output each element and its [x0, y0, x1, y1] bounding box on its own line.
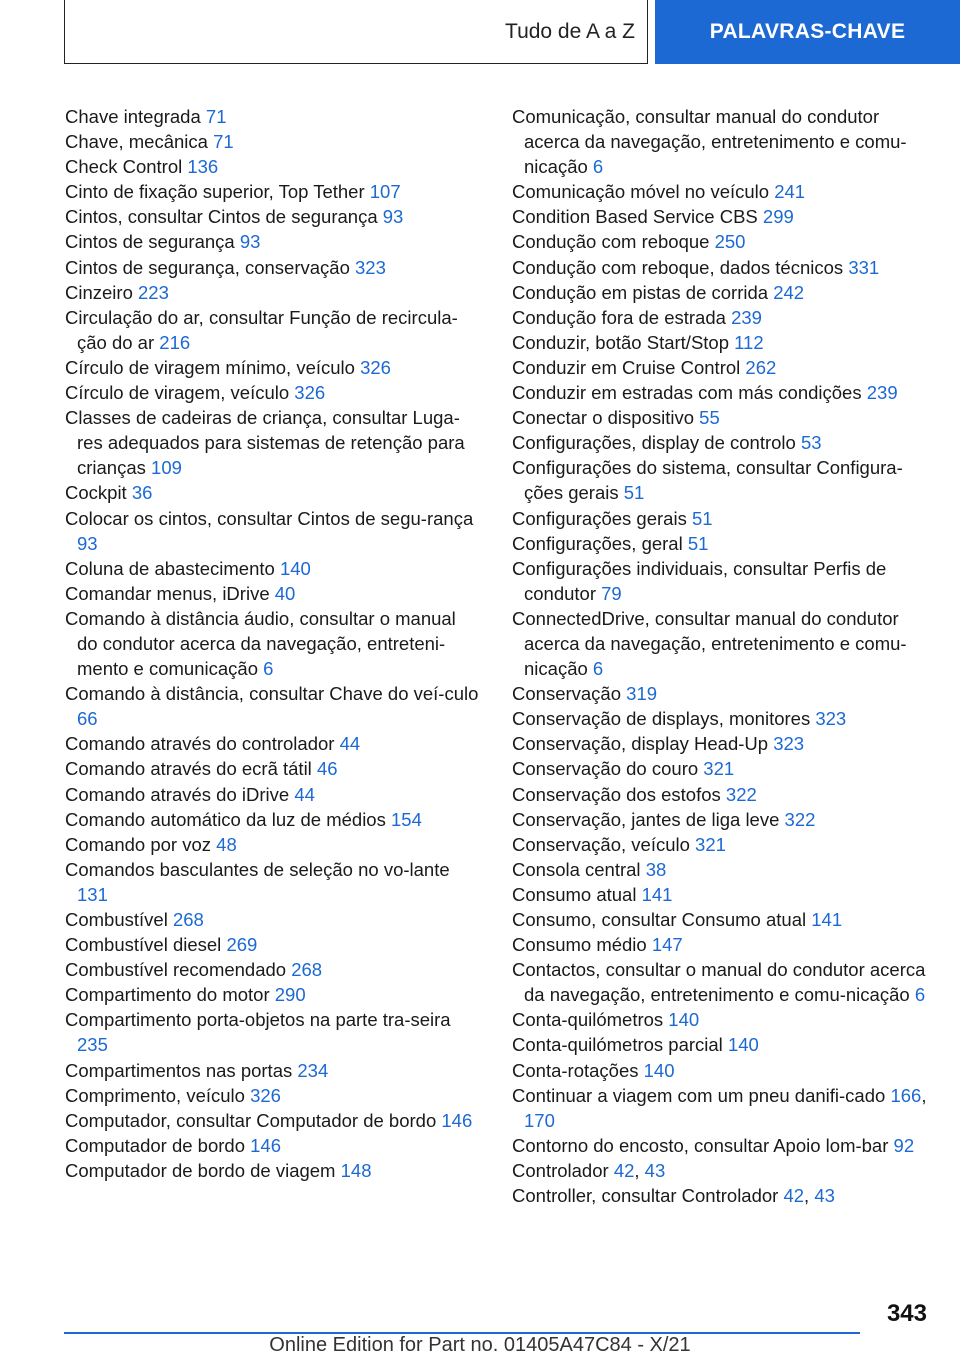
index-entry-text: Contorno do encosto, consultar Apoio lom‐bar: [512, 1134, 889, 1156]
page-reference-link[interactable]: 141: [641, 883, 673, 905]
footer-edition: Online Edition for Part no. 01405A47C84 - X/21: [269, 1334, 691, 1356]
index-entry: [65, 129, 480, 154]
page-reference-link[interactable]: 235: [77, 1034, 108, 1056]
index-entry-text: Comprimento, veículo: [65, 1084, 245, 1106]
page-reference-link[interactable]: 55: [699, 407, 720, 429]
index-entry: [512, 1058, 927, 1083]
index-entry: [512, 330, 927, 355]
page-reference-link[interactable]: 79: [601, 582, 622, 604]
page-reference-link[interactable]: 6: [592, 156, 604, 178]
index-entry: [65, 782, 480, 807]
index-entry: [65, 154, 480, 179]
index-entry-text: Cinzeiro: [65, 281, 133, 303]
page-reference-link[interactable]: 223: [138, 281, 169, 303]
page-reference-link[interactable]: 326: [360, 356, 391, 378]
page-reference-link[interactable]: 36: [131, 482, 153, 504]
page-reference-link[interactable]: 38: [645, 858, 667, 880]
page-reference-link[interactable]: 43: [644, 1159, 666, 1181]
index-entry: [65, 480, 480, 505]
page-reference-link[interactable]: 146: [250, 1134, 281, 1156]
page-reference-link[interactable]: 322: [784, 808, 816, 830]
index-entry: [512, 556, 927, 606]
index-entry: [512, 706, 927, 731]
index-entry-text: Condução fora de estrada: [512, 306, 726, 328]
page-reference-link[interactable]: 131: [77, 883, 108, 905]
index-entry-text: Conservação de displays, monitores: [512, 708, 811, 730]
index-entry-text: Comando através do iDrive: [65, 783, 290, 805]
page-reference-link[interactable]: 71: [213, 131, 234, 153]
page-reference-link[interactable]: 6: [914, 984, 926, 1006]
page-reference-link[interactable]: 331: [848, 256, 880, 278]
index-entry-text: Computador de bordo: [65, 1134, 245, 1156]
keywords-tab: [655, 0, 960, 64]
index-entry-text: Configurações do sistema, consultar Configura‐ções gerais: [512, 457, 903, 504]
index-entry: [65, 982, 480, 1007]
index-entry: [65, 255, 480, 280]
index-entry: [512, 455, 927, 505]
index-entry-text: Configurações gerais: [512, 507, 687, 529]
index-entry: [512, 506, 927, 531]
index-entry-text: Conservação: [512, 683, 622, 705]
page-reference-link[interactable]: 326: [294, 382, 326, 404]
index-entry: [512, 380, 927, 405]
index-entry-text: Círculo de viragem mínimo, veículo: [65, 356, 355, 378]
index-entry-text: Consumo atual: [512, 883, 637, 905]
index-entry: [512, 807, 927, 832]
index-entry-text: Conservação, display Head-Up: [512, 733, 769, 755]
index-entry: [65, 380, 480, 405]
index-entry-text: Controller, consultar Controlador: [512, 1185, 779, 1207]
page-reference-link[interactable]: 154: [391, 808, 422, 830]
index-entry-text: Consumo, consultar Consumo atual: [512, 909, 807, 930]
index-entry: Continuar a viagem com um pneu danifi‐cado 166, 170: [512, 1084, 927, 1131]
page-reference-link[interactable]: 44: [339, 733, 361, 755]
index-entry-text: Controlador: [512, 1159, 609, 1181]
page-reference-link[interactable]: 148: [340, 1159, 372, 1181]
index-entry: [512, 255, 927, 280]
index-entry: [65, 907, 480, 932]
index-entry-text: Configurações, display de controlo: [512, 432, 796, 454]
index-entry: [65, 807, 480, 832]
page-reference-link[interactable]: 93: [239, 231, 261, 253]
index-entry-text: Combustível: [65, 909, 168, 930]
index-entry-text: Compartimento do motor: [65, 984, 270, 1006]
index-column-left: [65, 104, 480, 1183]
page-reference-link[interactable]: 242: [773, 281, 805, 303]
index-entry: [512, 756, 927, 781]
index-entry-text: Condition Based Service CBS: [512, 206, 758, 228]
index-entry-text: Cintos de segurança, conservação: [65, 256, 350, 278]
index-entry: [512, 907, 927, 932]
index-entry-text: Combustível diesel: [65, 934, 222, 956]
page-reference-link[interactable]: 290: [274, 984, 306, 1006]
index-entry-text: Comando à distância áudio, consultar o manual do condutor acerca da navegação, entreteni‐mento e comunicação: [65, 607, 456, 680]
page-reference-link[interactable]: 93: [382, 206, 404, 228]
index-entry-text: Condução com reboque, dados técnicos: [512, 256, 844, 278]
index-entry: [512, 857, 927, 882]
index-entry: [65, 857, 480, 907]
index-entry-text: Comando por voz: [65, 833, 212, 855]
page-reference-link[interactable]: 170: [524, 1109, 555, 1131]
page-reference-link[interactable]: 51: [691, 507, 713, 529]
page-reference-link[interactable]: 6: [592, 658, 604, 680]
page-reference-link[interactable]: 321: [703, 758, 735, 780]
page-reference-link[interactable]: 216: [159, 331, 191, 353]
page-reference-link[interactable]: 326: [250, 1084, 281, 1106]
index-entry-text: Cockpit: [65, 482, 127, 504]
section-title-text: Tudo de A a Z: [505, 19, 635, 43]
index-entry-text: Conservação do couro: [512, 758, 699, 780]
index-column-right: [512, 104, 927, 1208]
index-entry: Controller, consultar Controlador 42, 43: [512, 1185, 835, 1207]
index-entry: Controlador 42, 43: [512, 1159, 666, 1181]
page-reference-link[interactable]: 140: [279, 557, 311, 579]
index-entry: [512, 179, 927, 204]
page-reference-link[interactable]: 323: [355, 256, 386, 278]
index-entry: [512, 782, 927, 807]
index-entry-text: Conta-rotações: [512, 1059, 639, 1081]
index-entry-text: Conduzir, botão Start/Stop: [512, 331, 729, 353]
index-entry: [512, 305, 927, 330]
index-entry: [512, 531, 927, 556]
page-reference-link[interactable]: 140: [668, 1009, 700, 1031]
page-reference-link[interactable]: 268: [172, 909, 204, 930]
index-entry-text: Comando automático da luz de médios: [65, 808, 386, 830]
page-reference-link[interactable]: 43: [814, 1185, 835, 1207]
index-entry-text: Compartimentos nas portas: [65, 1059, 293, 1081]
index-entry-text: Configurações, geral: [512, 532, 683, 554]
index-entry-text: Consola central: [512, 858, 641, 880]
index-entry: [512, 280, 927, 305]
page-reference-link[interactable]: 262: [745, 356, 777, 378]
page-reference-link[interactable]: 51: [687, 532, 709, 554]
index-entry-text: Conservação dos estofos: [512, 783, 721, 805]
index-entry: [512, 355, 927, 380]
index-entry-text: Círculo de viragem, veículo: [65, 382, 290, 404]
index-entry-text: Conservação, jantes de liga leve: [512, 808, 780, 830]
index-entry: [65, 204, 480, 229]
index-entry-text: Computador, consultar Computador de bordo: [65, 1109, 437, 1131]
index-entry-text: Compartimento porta-objetos na parte tra‐seira: [65, 1009, 451, 1031]
index-entry: [512, 606, 927, 681]
index-entry: [65, 832, 480, 857]
page-reference-link[interactable]: 42: [783, 1185, 805, 1207]
index-entry: [65, 1133, 480, 1158]
page-reference-link[interactable]: 107: [369, 181, 401, 203]
index-entry-text: Combustível recomendado: [65, 959, 287, 981]
page-reference-link[interactable]: 6: [263, 658, 274, 680]
page-reference-link[interactable]: 53: [800, 432, 822, 454]
index-entry: [512, 1007, 927, 1032]
index-entry: [65, 681, 480, 731]
keywords-tab-label: PALAVRAS-CHAVE: [709, 20, 906, 43]
index-entry: [512, 932, 927, 957]
index-entry: [512, 204, 927, 229]
page-reference-link[interactable]: 51: [623, 482, 645, 504]
index-entry: [65, 556, 480, 581]
index-entry-text: Contactos, consultar o manual do condutor acerca da navegação, entretenimento e comu‐nicação: [512, 959, 926, 1006]
index-entry-text: Conectar o dispositivo: [512, 407, 695, 429]
index-entry: [65, 1158, 480, 1183]
page-reference-link[interactable]: 299: [762, 206, 794, 228]
section-title: [64, 0, 648, 64]
index-entry-text: Comando através do controlador: [65, 733, 335, 755]
index-entry-text: Circulação do ar, consultar Função de recircula‐ção do ar: [65, 306, 458, 353]
page-reference-link[interactable]: 93: [77, 532, 98, 554]
index-entry-text: Comunicação, consultar manual do condutor acerca da navegação, entretenimento e comu‐nicação: [512, 106, 907, 178]
index-entry-text: Consumo médio: [512, 934, 647, 956]
page-reference-link[interactable]: 141: [811, 909, 843, 930]
page-reference-link[interactable]: 140: [643, 1059, 675, 1081]
index-entry: [512, 104, 927, 179]
index-entry: [65, 957, 480, 982]
index-entry: [65, 932, 480, 957]
page-reference-link[interactable]: 269: [226, 934, 258, 956]
index-entry-text: Conduzir em Cruise Control: [512, 356, 741, 378]
index-entry-text: Cinto de fixação superior, Top Tether: [65, 181, 365, 203]
index-entry-text: Comunicação móvel no veículo: [512, 181, 770, 203]
index-entry-text: Comando através do ecrã tátil: [65, 758, 312, 780]
index-entry: [65, 606, 480, 681]
index-entry: [512, 1133, 927, 1158]
index-entry: [65, 581, 480, 606]
index-entry: [512, 882, 927, 907]
index-entry-text: Chave, mecânica: [65, 131, 208, 153]
page-reference-link[interactable]: 46: [316, 758, 338, 780]
index-entry-text: Configurações individuais, consultar Perfis de condutor: [512, 557, 887, 604]
index-entry-text: Continuar a viagem com um pneu danifi‐cado: [512, 1084, 886, 1106]
page-reference-link[interactable]: 321: [695, 833, 726, 855]
index-entry: [65, 1108, 480, 1133]
index-entry-text: Classes de cadeiras de criança, consultar Luga‐res adequados para sistemas de retenção para crianças: [65, 407, 465, 479]
index-entry-text: Cintos, consultar Cintos de segurança: [65, 206, 378, 228]
index-entry: [65, 1007, 480, 1057]
index-entry: [512, 405, 927, 430]
page-number: 343: [886, 1300, 927, 1327]
index-entry: [512, 681, 927, 706]
page-reference-link[interactable]: 140: [727, 1034, 759, 1056]
page-reference-link[interactable]: 250: [714, 231, 746, 253]
page-reference-link[interactable]: 323: [773, 733, 805, 755]
index-entry-text: Colocar os cintos, consultar Cintos de segu‐rança: [65, 507, 474, 529]
index-entry: [65, 731, 480, 756]
page-reference-link[interactable]: 48: [216, 833, 237, 855]
index-entry: [512, 430, 927, 455]
index-entry: [65, 179, 480, 204]
index-entry-text: Conta-quilómetros parcial: [512, 1034, 723, 1056]
page-reference-link[interactable]: 136: [187, 156, 219, 178]
index-entry: [65, 305, 480, 355]
page-reference-link[interactable]: 40: [274, 582, 296, 604]
index-entry-text: Comando à distância, consultar Chave do veí‐culo: [65, 683, 479, 705]
index-entry-text: Condução em pistas de corrida: [512, 281, 769, 303]
page-reference-link[interactable]: 166: [890, 1084, 922, 1106]
page-reference-link[interactable]: 323: [815, 708, 847, 730]
page-reference-link[interactable]: 319: [626, 683, 658, 705]
index-entry: [65, 355, 480, 380]
index-entry-text: Cintos de segurança: [65, 231, 235, 253]
page-reference-link[interactable]: 112: [734, 331, 764, 353]
index-entry: [65, 104, 480, 129]
index-entry-text: Comandar menus, iDrive: [65, 582, 270, 604]
index-entry: [65, 229, 480, 254]
index-entry-text: ConnectedDrive, consultar manual do condutor acerca da navegação, entretenimento e comu‐nicação: [512, 607, 907, 680]
index-entry: [65, 280, 480, 305]
index-entry-text: Condução com reboque: [512, 231, 710, 253]
page-reference-link[interactable]: 109: [151, 457, 182, 479]
index-entry: [65, 1083, 480, 1108]
index-entry: [512, 229, 927, 254]
index-entry-text: Check Control: [65, 156, 183, 178]
index-entry: [512, 1032, 927, 1057]
page-reference-link[interactable]: 268: [291, 959, 323, 981]
page-reference-link[interactable]: 241: [774, 181, 806, 203]
index-entry: [512, 832, 927, 857]
index-entry: [65, 506, 480, 556]
page-reference-link[interactable]: 147: [651, 934, 683, 956]
index-entry: [512, 957, 927, 1007]
page-reference-link[interactable]: 42: [613, 1159, 635, 1181]
page-reference-link[interactable]: 239: [866, 382, 898, 404]
page-reference-link[interactable]: 322: [725, 783, 757, 805]
index-entry-text: Conduzir em estradas com más condições: [512, 382, 862, 404]
index-entry: [65, 405, 480, 480]
page-reference-link[interactable]: 146: [441, 1109, 473, 1131]
index-entry-text: Conservação, veículo: [512, 833, 690, 855]
page-reference-link[interactable]: 44: [294, 783, 315, 805]
index-entry-text: Conta-quilómetros: [512, 1009, 664, 1031]
page-reference-link[interactable]: 92: [893, 1134, 915, 1156]
index-entry-text: Comandos basculantes de seleção no vo‐lante: [65, 858, 450, 880]
index-entry-text: Computador de bordo de viagem: [65, 1159, 336, 1181]
page-reference-link[interactable]: 71: [205, 106, 227, 127]
page-reference-link[interactable]: 234: [297, 1059, 329, 1081]
index-entry: [65, 756, 480, 781]
index-entry-text: Chave integrada: [65, 106, 201, 127]
page-reference-link[interactable]: 239: [731, 306, 762, 328]
index-entry: [512, 731, 927, 756]
page-reference-link[interactable]: 66: [77, 708, 98, 730]
index-entry: [65, 1058, 480, 1083]
index-entry-text: Coluna de abastecimento: [65, 557, 275, 579]
